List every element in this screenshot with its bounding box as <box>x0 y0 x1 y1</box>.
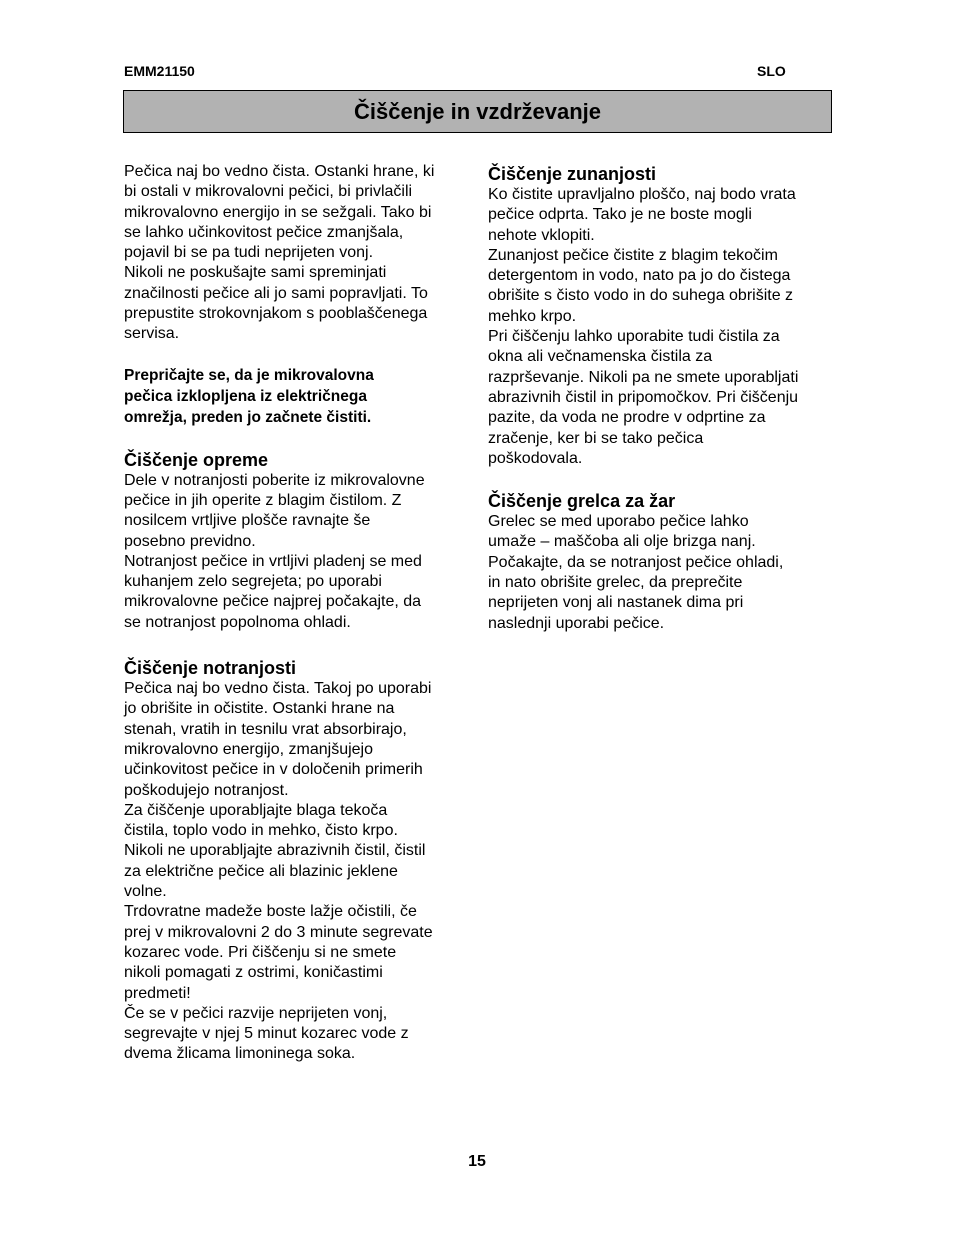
left-column <box>124 162 469 1065</box>
grill-heading: Čiščenje grelca za žar <box>488 491 676 512</box>
section-title-box <box>123 90 832 133</box>
interior-paragraph: Pečica naj bo vedno čista. Takoj po uporabi jo obrišite in očistite. Ostanki hrane na stenah, vratih in tesnilu vrat absorbirajo, mikrovalovno energijo, zmanjšujejo učinkovitost pečice in v določenih primerih poškodujejo notranjost. Za čiščenje uporabljajte blaga tekoča čistila, toplo vodo in mehko, čisto krpo. Nikoli ne uporabljajte abrazivnih čistil, čistil za električne pečice ali blazinic jeklene volne. Trdovratne madeže boste lažje očistili, če prej v mikrovalovni 2 do 3 minute segrevate kozarec vode. Pri čiščenju si ne smete nikoli pomagati z ostrimi, koničastimi predmeti! Če se v pečici razvije neprijeten vonj, segrevajte v njej 5 minut kozarec vode z dvema žlicama limoninega soka. <box>124 680 433 1063</box>
right-column <box>488 163 833 634</box>
language-code: SLO <box>757 63 786 79</box>
grill-paragraph: Grelec se med uporabo pečice lahko umaže – maščoba ali olje brizga nanj. Počakajte, da se notranjost pečice ohladi, in nato obrišite grelec, da preprečite neprijeten vonj ali nastanek dima pri naslednji uporabi pečice. <box>488 513 784 632</box>
interior-heading: Čiščenje notranjosti <box>124 658 297 679</box>
model-number: EMM21150 <box>124 63 195 79</box>
intro-paragraph: Pečica naj bo vedno čista. Ostanki hrane, ki bi ostali v mikrovalovni pečici, bi privlačili mikrovalovno energijo in se sežgali. Tako bi se lahko učinkovitost pečice zmanjšala, pojavil bi se pa tudi neprijeten vonj. Nikoli ne poskušajte sami spreminjati značilnosti pečice ali jo sami popravljati. To prepustite strokovnjakom s pooblaščenega servisa. <box>124 163 435 343</box>
equipment-heading: Čiščenje opreme <box>124 449 269 470</box>
exterior-paragraph: Ko čistite upravljalno ploščo, naj bodo vrata pečice odprta. Tako je ne boste mogli nehote vklopiti. Zunanjost pečice čistite z blagim tekočim detergentom in vodo, nato pa jo do čistega obrišite s čisto vodo in do suhega obrišite z mehko krpo. Pri čiščenju lahko uporabite tudi čistila za okna ali večnamenska čistila za razprševanje. Nikoli pa ne smete uporabljati abrazivnih čistil in pripomočkov. Pri čiščenju pazite, da voda ne prodre v odprtine za zračenje, ker bi se tako pečica poškodovala. <box>488 186 799 467</box>
equipment-paragraph: Dele v notranjosti poberite iz mikrovalovne pečice in jih operite z blagim čistilom. Z nosilcem vrtljive plošče ravnajte še posebno previdno. Notranjost pečice in vrtljivi pladenj se med kuhanjem zelo segrejeta; po uporabi mikrovalovne pečice najprej počakajte, da se notranjost popolnoma ohladi. <box>124 471 425 631</box>
exterior-heading: Čiščenje zunanjosti <box>488 164 657 184</box>
section-title: Čiščenje in vzdrževanje <box>354 98 601 124</box>
unplug-warning: Prepričajte se, da je mikrovalovna pečica izklopljena iz električnega omrežja, preden jo začnete čistiti. <box>124 366 374 426</box>
page-number: 15 <box>468 1153 486 1170</box>
